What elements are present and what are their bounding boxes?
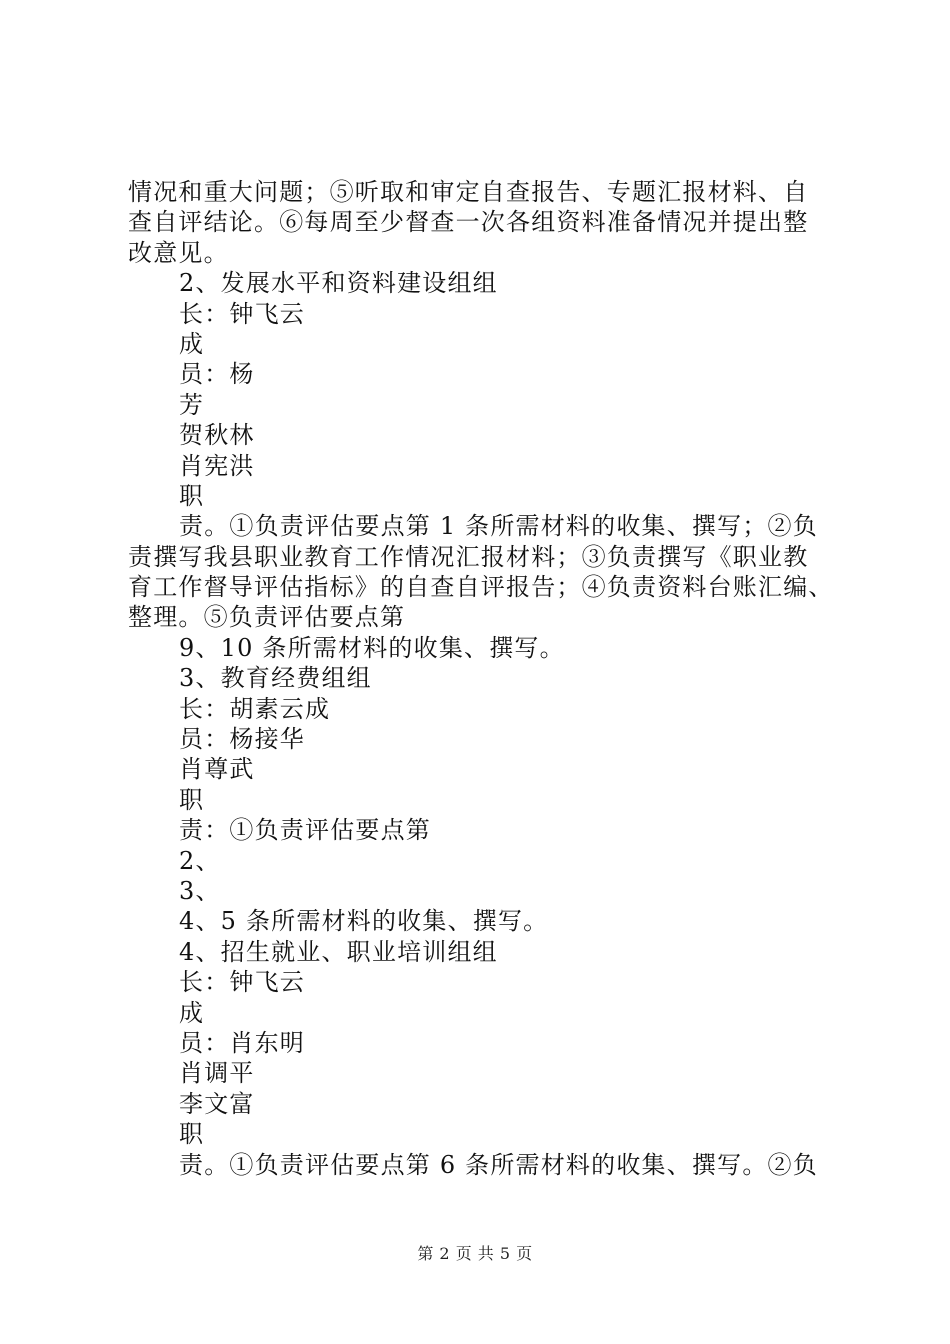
text-line: 成 [179,998,205,1027]
text-line: 长：胡素云成 [179,694,331,723]
text-line: 芳 [179,390,205,419]
text-line: 责：①负责评估要点第 [179,816,431,845]
text-line: 长：钟飞云 [179,299,305,328]
text-line: 育工作督导评估指标》的自查自评报告；④负责资料台账汇编、 [128,573,834,602]
text-line: 员：肖东明 [179,1028,305,1057]
document-body [128,177,844,1180]
text-line: 2、发展水平和资料建设组组 [179,269,498,298]
text-line: 职 [179,785,205,814]
text-line: 情况和重大问题；⑤听取和审定自查报告、专题汇报材料、自 [128,178,809,206]
text-line: 李文富 [179,1089,255,1118]
text-line: 职 [179,481,205,510]
text-line: 3、教育经费组组 [179,664,372,693]
text-line: 肖尊武 [179,755,255,784]
text-line: 成 [179,329,205,358]
text-line: 肖调平 [179,1059,255,1088]
text-line: 查自评结论。⑥每周至少督查一次各组资料准备情况并提出整 [128,208,809,237]
text-line: 4、5 条所需材料的收集、撰写。 [179,907,549,936]
text-line: 2、 [179,846,221,875]
text-line: 员：杨接华 [179,725,305,754]
text-line: 4、招生就业、职业培训组组 [179,937,498,966]
text-line: 长：钟飞云 [179,968,305,997]
text-line: 改意见。 [128,238,229,267]
text-line: 责。①负责评估要点第 6 条所需材料的收集、撰写。②负 [179,1150,818,1179]
text-line: 肖宪洪 [179,451,255,480]
text-line: 责。①负责评估要点第 1 条所需材料的收集、撰写；②负 [179,512,818,541]
text-line: 职 [179,1120,205,1149]
text-line: 责撰写我县职业教育工作情况汇报材料；③负责撰写《职业教 [128,542,809,571]
text-line: 贺秋林 [179,421,255,450]
text-line: 9、10 条所需材料的收集、撰写。 [179,633,565,662]
text-line: 员：杨 [179,360,255,389]
text-line: 3、 [179,876,221,905]
page-footer: 第 2 页 共 5 页 [417,1244,533,1263]
text-line: 整理。⑤负责评估要点第 [128,603,406,632]
